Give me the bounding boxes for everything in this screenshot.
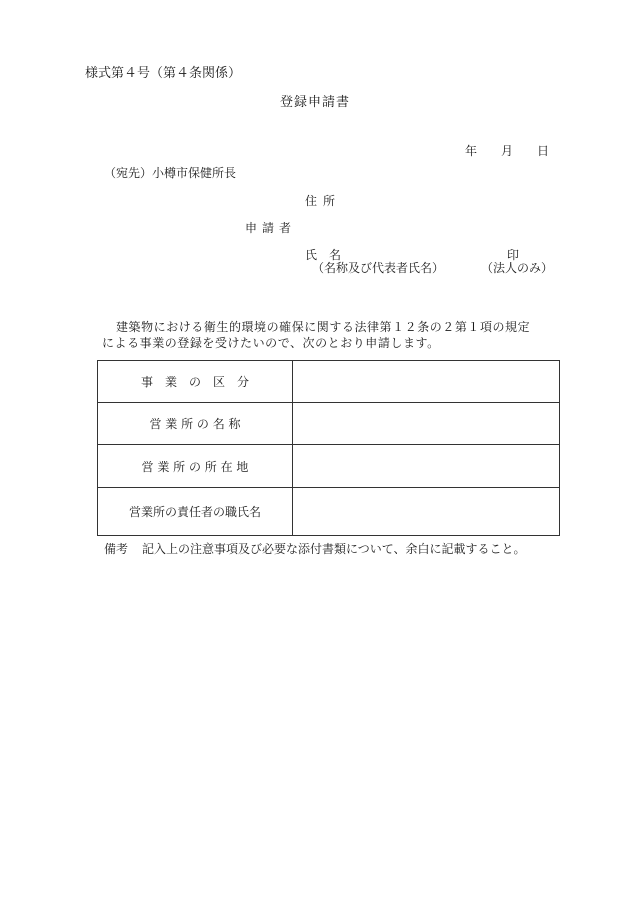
applicant-label: 申請者 (245, 221, 297, 235)
body-paragraph (102, 319, 562, 351)
table-row (98, 445, 560, 488)
remarks-label: 備考 (104, 542, 129, 556)
row-label-manager: 営業所の責任者の職氏名 (98, 488, 293, 536)
registration-table (97, 360, 560, 536)
name-note: （名称及び代表者氏名） (312, 261, 445, 275)
row-value-business-category[interactable] (293, 361, 560, 403)
body-paragraph-line-1: 建築物における衛生的環境の確保に関する法律第１２条の２第１項の規定 (116, 320, 531, 334)
date-year: 年 (465, 144, 478, 158)
form-number: 様式第４号（第４条関係） (85, 66, 242, 81)
remarks-note (104, 543, 526, 555)
name-label: 氏名 (305, 248, 354, 262)
body-paragraph-line-2: による事業の登録を受けたいので、次のとおり申請します。 (102, 336, 440, 350)
table-row (98, 403, 560, 445)
address-label: 住所 (305, 194, 342, 208)
row-value-office-address[interactable] (293, 445, 560, 488)
date-day: 日 (537, 144, 550, 158)
seal-mark: 印 (507, 248, 520, 262)
row-value-office-name[interactable] (293, 403, 560, 445)
document-title: 登録申請書 (279, 95, 350, 110)
row-label-office-name: 営 業 所 の 名 称 (98, 403, 293, 445)
row-value-manager[interactable] (293, 488, 560, 536)
row-label-office-address: 営 業 所 の 所 在 地 (98, 445, 293, 488)
addressee: （宛先）小樽市保健所長 (104, 166, 237, 180)
date-month: 月 (501, 144, 514, 158)
remarks-text: 記入上の注意事項及び必要な添付書類について、余白に記載すること。 (142, 542, 526, 556)
table-row (98, 361, 560, 403)
table-row (98, 488, 560, 536)
corp-note: （法人のみ） (481, 261, 554, 275)
row-label-business-category: 事 業 の 区 分 (98, 361, 293, 403)
